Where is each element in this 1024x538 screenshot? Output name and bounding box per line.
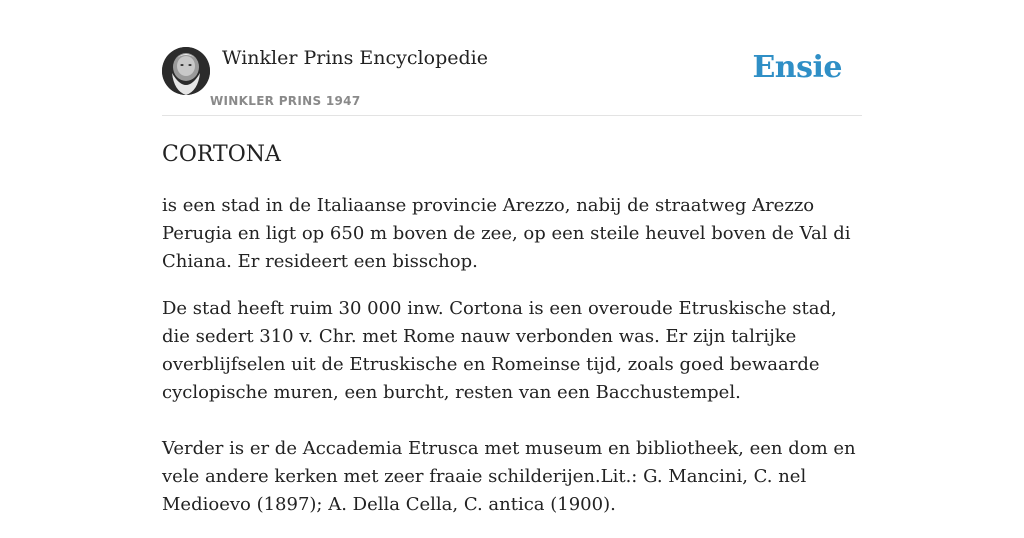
article-page — [162, 0, 862, 515]
portrait-icon — [162, 47, 210, 95]
article-body — [162, 192, 862, 538]
source-title[interactable]: Winkler Prins Encyclopedie — [222, 47, 488, 69]
paragraph: Verder is er de Accademia Etrusca met museum en bibliotheek, een dom en vele andere kerken met zeer fraaie schilderijen.Lit.: G. Mancini, C. nel Medioevo (1897); A. Della Cella, C. antica (1900). — [162, 438, 856, 515]
brand-logo[interactable]: Ensie — [752, 50, 842, 85]
source-subtitle[interactable]: WINKLER PRINS 1947 — [210, 94, 361, 108]
author-avatar[interactable] — [162, 47, 210, 95]
article-title: CORTONA — [162, 142, 281, 167]
source-header — [162, 0, 862, 116]
paragraph: De stad heeft ruim 30 000 inw. Cortona is een overoude Etruskische stad, die sedert 310 v. Chr. met Rome nauw verbonden was. Er zijn talrijke overblijfselen uit de Etruskische en Romeinse tijd, zoals goed bewaarde cyclopische muren, een burcht, resten van een Bacchustempel. — [162, 298, 837, 403]
paragraph: is een stad in de Italiaanse provincie Arezzo, nabij de straatweg Arezzo Perugia en ligt op 650 m boven de zee, op een steile heuvel boven de Val di Chiana. Er resideert een bisschop. — [162, 195, 851, 272]
